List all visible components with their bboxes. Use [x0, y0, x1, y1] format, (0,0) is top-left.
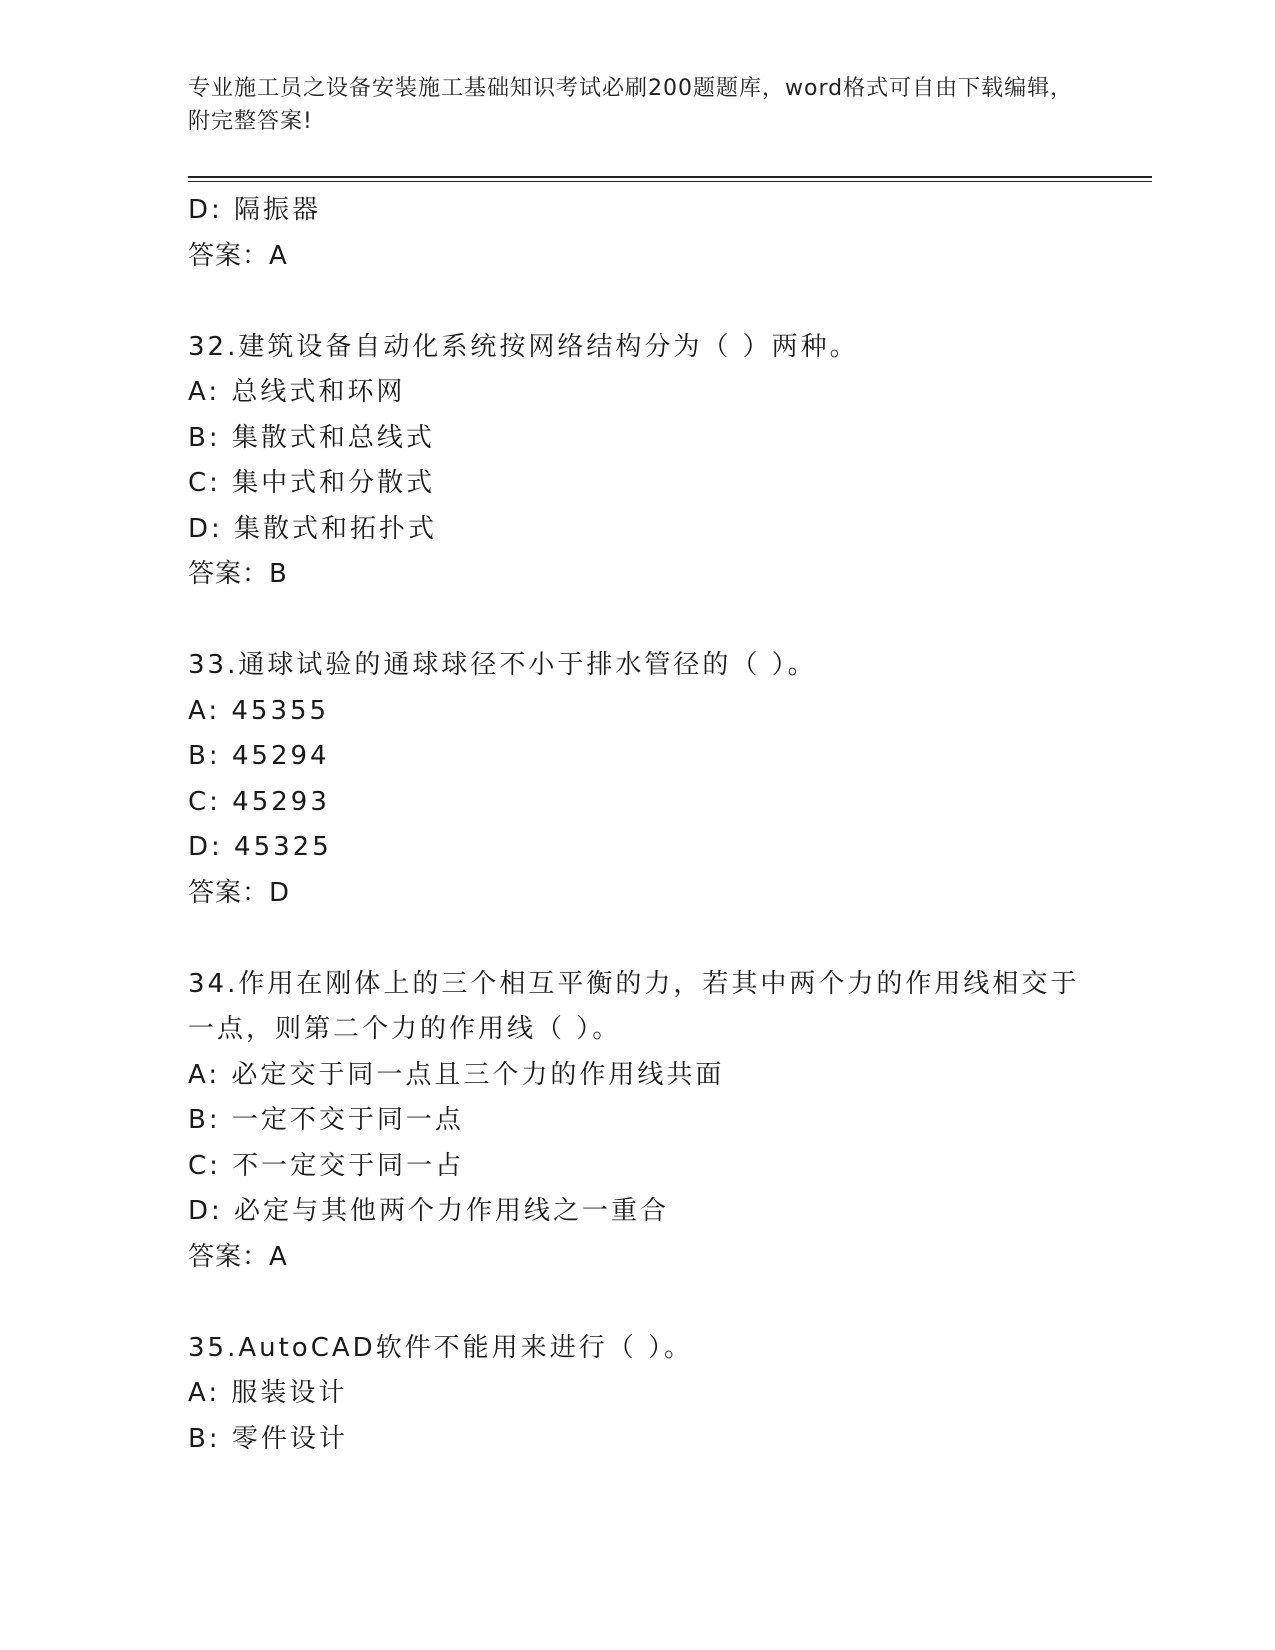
option-d: D: 45325 [188, 832, 332, 862]
question-stem: 33.通球试验的通球球径不小于排水管径的（ ）。 [188, 650, 817, 680]
question-stem-line-1: 34.作用在刚体上的三个相互平衡的力，若其中两个力的作用线相交于 [188, 968, 1080, 999]
option-b: B: 45294 [188, 741, 330, 771]
question-stem-line-2: 一点，则第二个力的作用线（ ）。 [188, 1014, 622, 1044]
option-b: B: 零件设计 [188, 1423, 348, 1454]
question-list [188, 188, 1088, 1462]
spacer [188, 279, 1088, 325]
header-divider-thick [188, 176, 1152, 178]
option-d: D: 隔振器 [188, 195, 322, 225]
option-a: A: 必定交于同一点且三个力的作用线共面 [188, 1059, 725, 1090]
document-header: 专业施工员之设备安装施工基础知识考试必刷200题题库，word格式可自由下载编辑，附完整答案! [188, 76, 1074, 134]
option-b: B: 集散式和总线式 [188, 422, 435, 453]
option-c: C: 45293 [188, 786, 330, 817]
option-a: A: 服装设计 [188, 1378, 348, 1408]
option-c: C: 不一定交于同一占 [188, 1150, 465, 1181]
spacer [188, 598, 1088, 644]
question-stem: 32.建筑设备自动化系统按网络结构分为（ ）两种。 [188, 331, 859, 362]
spacer [188, 916, 1088, 962]
option-a: A: 45355 [188, 695, 330, 726]
spacer [188, 1280, 1088, 1326]
answer: 答案：D [188, 877, 291, 908]
question-stem: 35.AutoCAD软件不能用来进行（ ）。 [188, 1332, 693, 1363]
header-divider-thin [188, 181, 1152, 182]
option-d: D: 集散式和拓扑式 [188, 513, 438, 544]
option-b: B: 一定不交于同一点 [188, 1105, 464, 1135]
answer: 答案：A [188, 240, 288, 271]
option-c: C: 集中式和分散式 [188, 468, 436, 498]
answer: 答案：A [188, 1241, 288, 1272]
option-a: A: 总线式和环网 [188, 377, 406, 407]
answer: 答案：B [188, 559, 288, 589]
option-d: D: 必定与其他两个力作用线之一重合 [188, 1196, 670, 1226]
